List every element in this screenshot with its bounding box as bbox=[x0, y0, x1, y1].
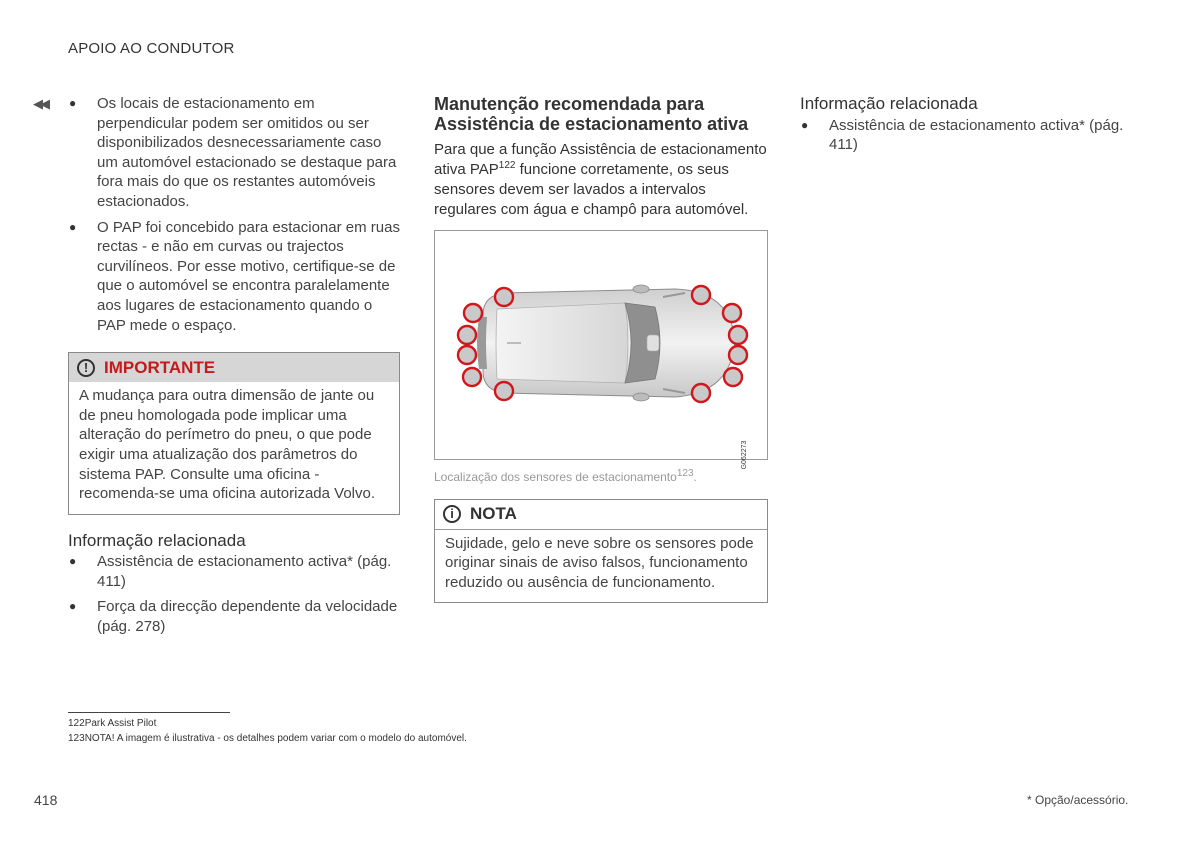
bullet-list bbox=[68, 94, 400, 335]
option-note: * Opção/acessório. bbox=[1027, 793, 1129, 807]
figure-code: G062273 bbox=[741, 441, 749, 470]
page-header: APOIO AO CONDUTOR bbox=[68, 40, 235, 57]
footnote-ref[interactable]: 122 bbox=[498, 160, 516, 171]
footnote-divider bbox=[68, 712, 230, 713]
important-title: IMPORTANTE bbox=[104, 357, 216, 377]
page-number: 418 bbox=[34, 792, 58, 808]
related-link[interactable]: ● Assistência de estacionamento activa* (pág. 411) bbox=[69, 553, 392, 590]
column-left bbox=[68, 94, 400, 643]
list-item: ● O PAP foi concebido para estacionar em ruas rectas - e não em curvas ou trajectos curvilíneos. Por esse motivo, certifique-se de que o automóvel se encontra paralelamente aos lugares de estacionamento quando o PAP mede o espaço. bbox=[69, 218, 400, 334]
list-item: ● Os locais de estacionamento em perpendicular podem ser omitidos ou ser disponibilizados desnecessariamente caso um automóvel estacionado se destaque para fora mais do que os restantes automóveis estacionados. bbox=[69, 95, 397, 210]
column-right bbox=[800, 94, 1130, 161]
related-link[interactable]: ● Força da direcção dependente da velocidade (pág. 278) bbox=[69, 598, 398, 636]
footnote-123: 123NOTA! A imagem é ilustrativa - os detalhes podem variar com o modelo do automóvel. bbox=[68, 733, 467, 744]
note-box bbox=[434, 499, 768, 604]
important-box-header bbox=[69, 353, 399, 382]
info-circle-icon: i bbox=[443, 505, 461, 523]
sensor-location-figure bbox=[434, 230, 768, 470]
exclamation-circle-icon: ! bbox=[77, 359, 95, 377]
double-left-triangles-icon[interactable]: ◀◀ bbox=[33, 96, 47, 111]
footnote-122: 122Park Assist Pilot bbox=[68, 718, 157, 729]
related-info-heading: Informação relacionada bbox=[68, 530, 246, 550]
section-heading: Manutenção recomendada para Assistência de estacionamento ativa bbox=[434, 94, 749, 134]
related-info-heading: Informação relacionada bbox=[800, 94, 978, 113]
related-link[interactable]: ● Assistência de estacionamento activa* (pág. 411) bbox=[801, 116, 1124, 154]
note-box-header bbox=[435, 500, 767, 530]
car-top-view-illustration bbox=[435, 231, 767, 459]
note-title: NOTA bbox=[470, 504, 517, 524]
figure-caption: Localização dos sensores de estacionamento$^{123}$. bbox=[434, 468, 697, 484]
related-info-section bbox=[68, 531, 400, 637]
important-box bbox=[68, 352, 400, 515]
note-text: Sujidade, gelo e neve sobre os sensores pode originar sinais de aviso falsos, funcionamento reduzido ou ausência de funcionamento. bbox=[445, 534, 754, 591]
column-middle bbox=[434, 94, 768, 603]
intro-paragraph: Para que a função Assistência de estacionamento ativa PAP$^{122}$ funcione corretamente, os seus sensores devem ser lavados a intervalos regulares com água e champô para automóvel. bbox=[434, 141, 767, 218]
important-text: A mudança para outra dimensão de jante ou de pneu homologada pode implicar uma alteração do perímetro do pneu, o que pode exigir uma atualização dos parâmetros do sistema PAP. Consulte uma oficina - recomenda-se uma oficina autorizada Volvo. bbox=[79, 387, 376, 503]
